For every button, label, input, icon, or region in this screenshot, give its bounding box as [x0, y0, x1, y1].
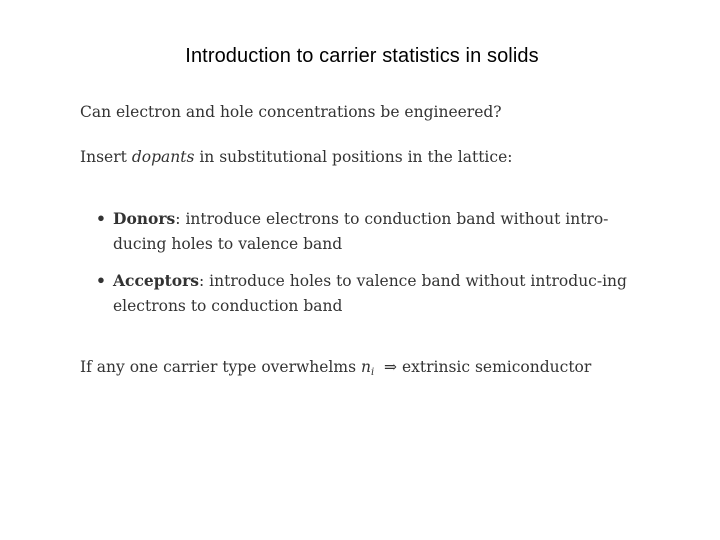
acceptors-term: Acceptors [113, 271, 199, 290]
insert-dopants-line [80, 145, 512, 170]
donors-colon: : [175, 210, 186, 228]
acceptors-colon: : [199, 272, 210, 290]
acceptors-description: introduce holes to valence band without introduc-ing electrons to conduction band [113, 272, 627, 315]
list-item-acceptors [95, 268, 635, 319]
insert-prefix: Insert [80, 148, 127, 166]
implies-arrow-icon: ⇒ [384, 358, 398, 376]
extrinsic-conclusion-line [80, 355, 591, 385]
intrinsic-concentration-symbol [361, 358, 374, 376]
bullet-icon: • [96, 271, 106, 290]
list-item-donors [95, 206, 635, 257]
slide-title: Introduction to carrier statistics in solids [185, 45, 539, 67]
dopant-types-list [95, 206, 635, 330]
conclusion-prefix: If any one carrier type overwhelms [80, 358, 357, 376]
dopants-emphasis: dopants [131, 148, 195, 166]
conclusion-suffix: extrinsic semiconductor [401, 358, 592, 376]
question-text: Can electron and hole concentrations be engineered? [80, 103, 502, 121]
intrinsic-concentration-subscript: i [370, 367, 375, 378]
donors-term: Donors [113, 209, 176, 228]
bullet-icon: • [96, 209, 106, 228]
insert-suffix: in substitutional positions in the lattice: [199, 148, 513, 166]
donors-description: introduce electrons to conduction band without intro-ducing holes to valence band [113, 210, 609, 253]
intrinsic-concentration-base: n [360, 358, 371, 376]
